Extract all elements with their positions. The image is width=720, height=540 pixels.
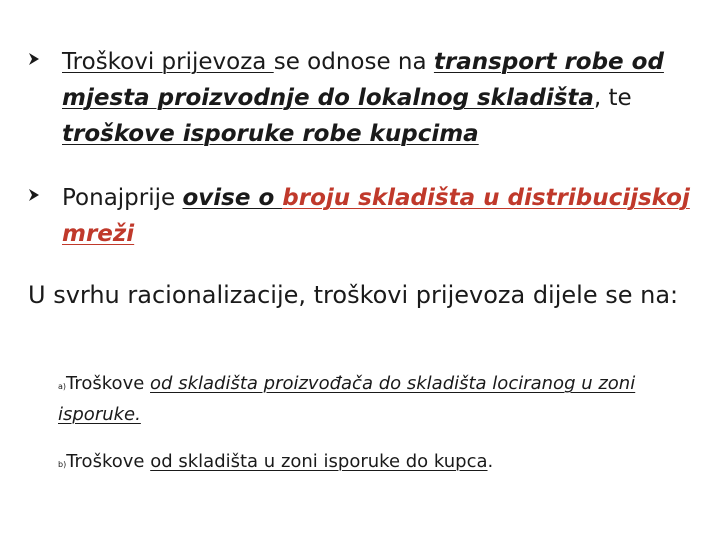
text-segment: , te: [593, 85, 632, 111]
arrow-bullet-icon: [28, 188, 40, 202]
text-segment: Ponajprije: [62, 185, 183, 211]
bullet-item-network: [28, 180, 698, 252]
text-segment: od skladišta u zoni isporuke do kupca: [150, 451, 488, 472]
text-segment: broju skladišta u distribucijskoj mreži: [62, 185, 690, 247]
sub-marker: b): [58, 460, 67, 469]
sub-item-a: [58, 370, 698, 429]
text-segment: transport robe od mjesta proizvodnje do lokalnog skladišta: [62, 49, 664, 111]
bullet-text: [62, 180, 698, 252]
bullet-text: [62, 44, 698, 152]
text-segment: troškove isporuke robe kupcima: [62, 121, 479, 147]
text-segment: Troškovi prijevoza: [62, 49, 274, 75]
arrow-bullet-icon: [28, 52, 40, 66]
bullet-item-transport: [28, 44, 698, 152]
section-heading: U svrhu racionalizacije, troškovi prijevoza dijele se na:: [28, 281, 679, 309]
sub-item-b: [58, 448, 698, 479]
text-segment: Troškove: [66, 451, 151, 472]
text-segment: ovise o: [182, 185, 283, 211]
text-segment: .: [487, 451, 494, 472]
text-segment: od skladišta proizvođača do skladišta lociranog u zoni isporuke.: [58, 373, 636, 425]
sub-marker: a): [58, 382, 67, 391]
text-segment: Troškove: [66, 373, 151, 394]
text-segment: se odnose na: [273, 49, 434, 75]
